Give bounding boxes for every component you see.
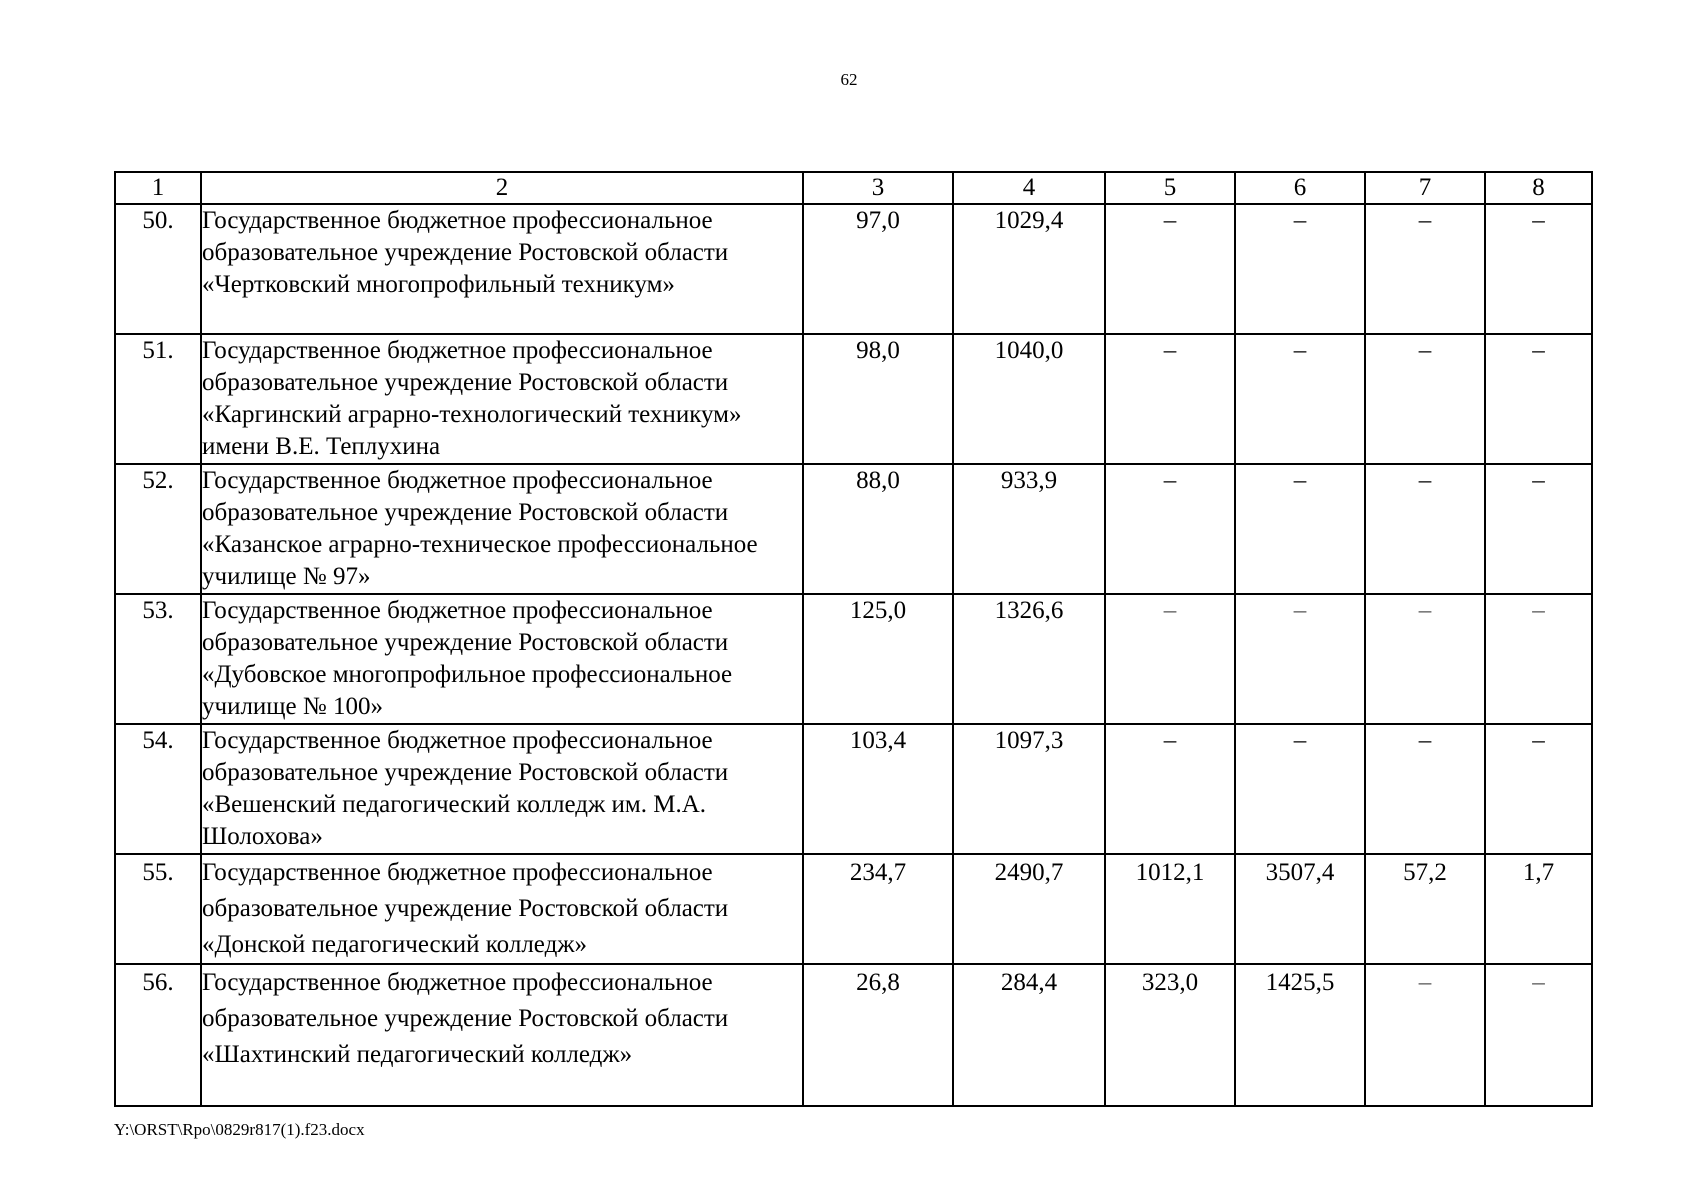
cell-col7: –: [1365, 204, 1485, 334]
cell-col6: 1425,5: [1235, 964, 1365, 1106]
cell-col5: –: [1105, 204, 1235, 334]
row-number: 55.: [115, 854, 201, 964]
cell-col8: 1,7: [1485, 854, 1592, 964]
cell-col7: –: [1365, 594, 1485, 724]
page-number: 62: [840, 70, 858, 89]
column-header: 7: [1365, 172, 1485, 204]
cell-col4: 2490,7: [953, 854, 1105, 964]
cell-col4: 1097,3: [953, 724, 1105, 854]
cell-col4: 1029,4: [953, 204, 1105, 334]
cell-col7: –: [1365, 464, 1485, 594]
table-row: [115, 464, 1592, 594]
cell-col6: –: [1235, 464, 1365, 594]
cell-col5: –: [1105, 334, 1235, 464]
cell-col3: 125,0: [803, 594, 953, 724]
cell-col5: –: [1105, 594, 1235, 724]
cell-col3: 103,4: [803, 724, 953, 854]
cell-col5: –: [1105, 464, 1235, 594]
column-header: 3: [803, 172, 953, 204]
footer-file-path: Y:\ORST\Rpo\0829r817(1).f23.docx: [114, 1120, 365, 1139]
cell-col6: –: [1235, 334, 1365, 464]
column-header: 4: [953, 172, 1105, 204]
column-header: 5: [1105, 172, 1235, 204]
cell-col8: –: [1485, 204, 1592, 334]
cell-col5: 1012,1: [1105, 854, 1235, 964]
cell-col4: 284,4: [953, 964, 1105, 1106]
cell-col7: 57,2: [1365, 854, 1485, 964]
column-header: 1: [115, 172, 201, 204]
column-header: 2: [201, 172, 803, 204]
cell-col6: –: [1235, 724, 1365, 854]
row-number: 52.: [115, 464, 201, 594]
table-row: [115, 204, 1592, 334]
institution-name: Государственное бюджетное профессиональное образовательное учреждение Ростовской области «Казанское аграрно-техническое профессиональное училище № 97»: [201, 464, 803, 594]
cell-col6: –: [1235, 594, 1365, 724]
cell-col3: 234,7: [803, 854, 953, 964]
cell-col8: –: [1485, 594, 1592, 724]
cell-col7: –: [1365, 724, 1485, 854]
table-row: [115, 854, 1592, 964]
row-number: 56.: [115, 964, 201, 1106]
cell-col6: –: [1235, 204, 1365, 334]
column-header: 6: [1235, 172, 1365, 204]
table-row: [115, 964, 1592, 1106]
table-row: [115, 724, 1592, 854]
cell-col7: –: [1365, 964, 1485, 1106]
cell-col5: 323,0: [1105, 964, 1235, 1106]
institution-name: Государственное бюджетное профессиональное образовательное учреждение Ростовской области «Вешенский педагогический колледж им. М.А. Шолохова»: [201, 724, 803, 854]
table-row: [115, 594, 1592, 724]
row-number: 51.: [115, 334, 201, 464]
institution-name: Государственное бюджетное профессиональное образовательное учреждение Ростовской области «Донской педагогический колледж»: [201, 854, 803, 964]
column-header: 8: [1485, 172, 1592, 204]
cell-col8: –: [1485, 964, 1592, 1106]
row-number: 53.: [115, 594, 201, 724]
institution-name: Государственное бюджетное профессиональное образовательное учреждение Ростовской области «Чертковский многопрофильный техникум»: [201, 204, 803, 334]
institution-name: Государственное бюджетное профессиональное образовательное учреждение Ростовской области «Дубовское многопрофильное профессиональное училище № 100»: [201, 594, 803, 724]
cell-col4: 933,9: [953, 464, 1105, 594]
cell-col8: –: [1485, 724, 1592, 854]
row-number: 54.: [115, 724, 201, 854]
cell-col3: 98,0: [803, 334, 953, 464]
cell-col8: –: [1485, 464, 1592, 594]
cell-col3: 97,0: [803, 204, 953, 334]
header-row: [115, 172, 1592, 204]
cell-col4: 1326,6: [953, 594, 1105, 724]
cell-col4: 1040,0: [953, 334, 1105, 464]
cell-col6: 3507,4: [1235, 854, 1365, 964]
cell-col7: –: [1365, 334, 1485, 464]
institution-name: Государственное бюджетное профессиональное образовательное учреждение Ростовской области «Шахтинский педагогический колледж»: [201, 964, 803, 1106]
cell-col3: 26,8: [803, 964, 953, 1106]
cell-col5: –: [1105, 724, 1235, 854]
row-number: 50.: [115, 204, 201, 334]
cell-col8: –: [1485, 334, 1592, 464]
institution-name: Государственное бюджетное профессиональное образовательное учреждение Ростовской области «Каргинский аграрно-технологический техникум» имени В.Е. Теплухина: [201, 334, 803, 464]
data-table: [114, 171, 1593, 1107]
table-row: [115, 334, 1592, 464]
cell-col3: 88,0: [803, 464, 953, 594]
